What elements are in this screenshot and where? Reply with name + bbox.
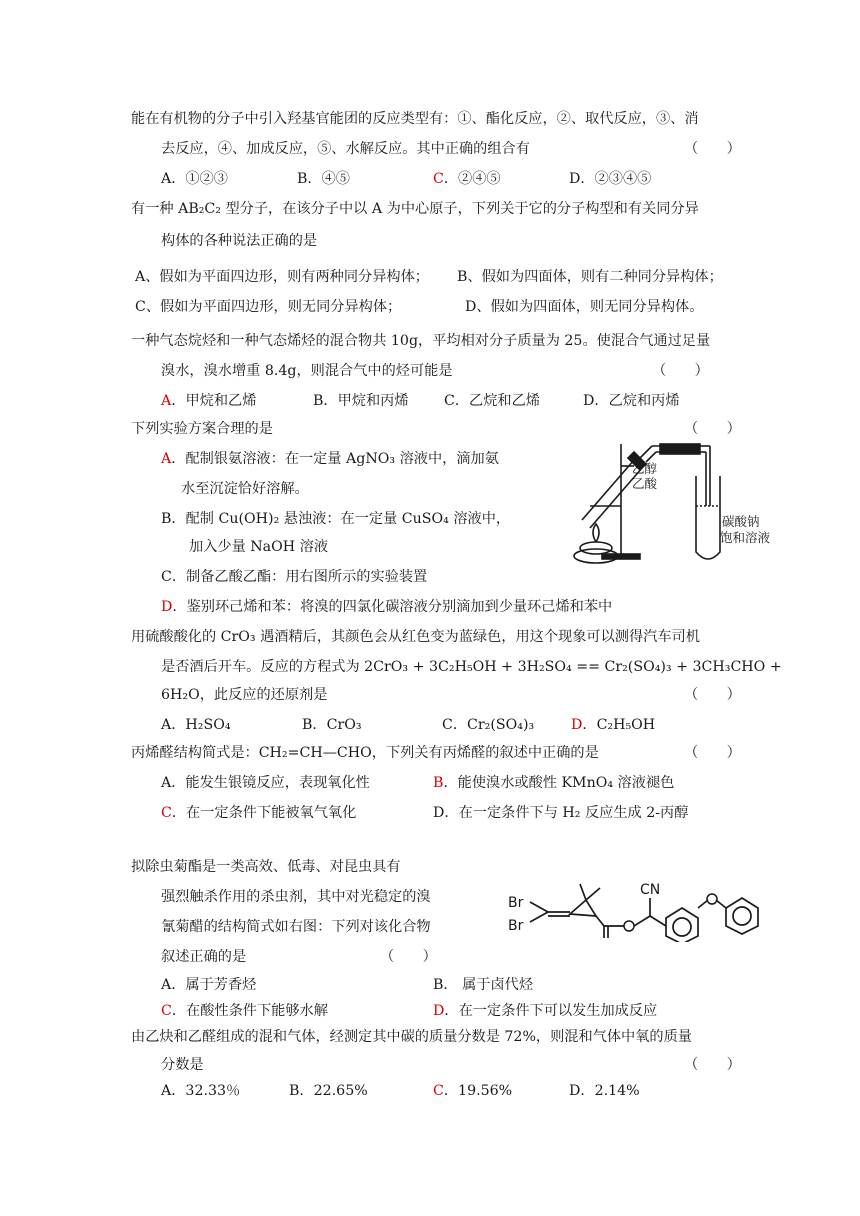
q7-option-c	[161, 1002, 328, 1020]
q2-option-a: A、假如为平面四边形，则有两种同分异构体；	[135, 269, 429, 285]
q4-option-d-text: ．鉴别环己烯和苯：将溴的四氯化碳溶液分别滴加到少量环己烯和苯中	[172, 599, 613, 615]
q4-option-b-line2: 加入少量 NaOH 溶液	[189, 539, 329, 555]
q5-option-c: C．Cr₂(SO₄)₃	[442, 717, 535, 733]
q6-option-b-letter: B	[433, 775, 444, 791]
q3-stem-line1: 一种气态烷烃和一种气态烯烃的混合物共 10g，平均相对分子质量为 25。使混合气通过足量	[131, 333, 711, 349]
fig-br-bottom: Br	[508, 918, 524, 934]
q6-option-b	[433, 774, 674, 792]
q7-option-c-letter: C	[161, 1003, 172, 1019]
fig-label-sodium-carbonate: 碳酸钠	[722, 514, 760, 529]
q1-option-d: D．②③④⑤	[569, 171, 652, 187]
q1-option-c-text: ．②④⑤	[443, 171, 501, 187]
fig-cn-label: CN	[640, 882, 661, 898]
q4-option-a-letter: A	[161, 451, 172, 467]
q7-option-d-text: ．在一定条件下可以发生加成反应	[444, 1003, 658, 1019]
q4-option-c: C．制备乙酸乙酯：用右图所示的实验装置	[161, 569, 428, 585]
q5-option-d-letter: D	[571, 717, 583, 733]
q5-option-b: B．CrO₃	[302, 717, 362, 733]
q5-answer-paren: （ ）	[684, 687, 741, 703]
q8-option-a: A．32.33％	[161, 1083, 241, 1099]
q6-option-c-text: ．在一定条件下能被氧气氧化	[171, 805, 357, 821]
q7-option-b: B． 属于卤代烃	[433, 977, 534, 993]
fig-br-top: Br	[508, 895, 524, 911]
q5-option-d	[571, 716, 655, 734]
q7-stem-line2: 强烈触杀作用的杀虫剂，其中对光稳定的溴	[161, 889, 431, 905]
q2-stem-line1: 有一种 AB₂C₂ 型分子，在该分子中以 A 为中心原子，下列关于它的分子构型和有关同分异	[131, 201, 699, 217]
q3-answer-paren: （ ）	[652, 363, 709, 379]
q7-stem-line1: 拟除虫菊酯是一类高效、低毒、对昆虫具有	[131, 859, 401, 875]
q7-option-c-text: ．在酸性条件下能够水解	[171, 1003, 328, 1019]
q4-answer-paren: （ ）	[684, 421, 741, 437]
ester-oxygen-atom	[624, 921, 634, 931]
q8-stem-line1: 由乙炔和乙醛组成的混和气体，经测定其中碳的质量分数是 72%，则混和气体中氧的质量	[131, 1029, 692, 1045]
q7-option-d-letter: D	[433, 1003, 445, 1019]
q5-stem-line2: 是否酒后开车。反应的方程式为 2CrO₃ + 3C₂H₅OH + 3H₂SO₄ == Cr₂(SO₄)₃ + 3CH₃CHO +	[161, 659, 782, 675]
ester-apparatus-figure	[560, 436, 775, 572]
fig-label-ethanol: 乙醇	[632, 461, 658, 476]
q4-option-a-text1: ．配制银氨溶液：在一定量 AgNO₃ 溶液中，滴加氨	[171, 451, 499, 467]
q3-option-b: B．甲烷和丙烯	[313, 393, 409, 409]
q4-option-d-letter: D	[161, 599, 173, 615]
q6-option-d: D．在一定条件下与 H₂ 反应生成 2-丙醇	[433, 805, 689, 821]
q3-option-a-letter: A	[161, 393, 172, 409]
q3-option-a-text: ．甲烷和乙烯	[171, 393, 257, 409]
q6-option-a: A．能发生银镜反应，表现氧化性	[161, 775, 370, 791]
q8-option-d: D．2.14%	[569, 1083, 640, 1099]
q4-option-a-line2: 水至沉淀恰好溶解。	[181, 481, 309, 497]
q4-stem: 下列实验方案合理的是	[131, 421, 273, 437]
q2-option-d: D、假如为四面体，则无同分异构体。	[465, 299, 704, 315]
q6-option-c	[161, 804, 356, 822]
q4-option-b-line1: B．配制 Cu(OH)₂ 悬浊液：在一定量 CuSO₄ 溶液中，	[161, 511, 511, 527]
q2-stem-line2: 构体的各种说法正确的是	[161, 233, 318, 249]
q2-option-c: C、假如为平面四边形，则无同分异构体；	[135, 299, 402, 315]
q7-stem-line4: 叙述正确的是	[161, 949, 247, 965]
q3-option-d: D．乙烷和丙烯	[583, 393, 680, 409]
q5-option-d-text: ．C₂H₅OH	[582, 717, 656, 733]
q8-option-c-letter: C	[433, 1083, 444, 1099]
q7-option-d	[433, 1002, 657, 1020]
q5-stem-line3: 6H₂O，此反应的还原剂是	[161, 687, 328, 703]
fig-label-acetic-acid: 乙酸	[632, 476, 658, 491]
q1-answer-paren: （ ）	[684, 141, 741, 157]
q5-stem-line1: 用硫酸酸化的 CrO₃ 遇酒精后，其颜色会从红色变为蓝绿色，用这个现象可以测得汽车司机	[131, 629, 700, 645]
q8-option-b: B．22.65%	[289, 1083, 368, 1099]
ether-oxygen-atom	[707, 894, 717, 904]
q1-option-b: B．④⑤	[297, 171, 350, 187]
q4-option-d	[161, 598, 612, 616]
q8-stem-line2: 分数是	[161, 1057, 204, 1073]
fig-label-saturated-solution: 饱和溶液	[720, 530, 771, 545]
q6-option-b-text: ．能使溴水或酸性 KMnO₄ 溶液褪色	[443, 775, 675, 791]
q7-stem-line3: 氰菊醋的结构简式如右图：下列对该化合物	[161, 919, 431, 935]
q8-option-c-text: ．19.56%	[443, 1083, 513, 1099]
q1-stem-line1: 能在有机物的分子中引入羟基官能团的反应类型有：①、酯化反应，②、取代反应，③、消	[131, 111, 699, 127]
q6-option-c-letter: C	[161, 805, 172, 821]
q8-option-c	[433, 1082, 512, 1100]
q6-answer-paren: （ ）	[684, 745, 741, 761]
q7-option-a: A．属于芳香烃	[161, 977, 257, 993]
q1-option-a: A．①②③	[161, 171, 228, 187]
q3-stem-line2: 溴水，溴水增重 8.4g，则混合气中的烃可能是	[161, 363, 453, 379]
q4-option-a-line1	[161, 450, 499, 468]
q3-option-a	[161, 392, 256, 410]
q1-stem-line2: 去反应，④、加成反应，⑤、水解反应。其中正确的组合有	[161, 141, 530, 157]
q3-option-c: C．乙烷和乙烯	[444, 393, 540, 409]
q2-option-b: B、假如为四面体，则有二种同分异构体；	[457, 269, 723, 285]
q5-option-a: A．H₂SO₄	[161, 717, 231, 733]
deltamethrin-structure-figure	[500, 872, 775, 942]
q8-answer-paren: （ ）	[684, 1057, 741, 1073]
q1-option-c	[433, 170, 501, 188]
q7-answer-paren: （ ）	[380, 949, 437, 965]
q1-option-c-letter: C	[433, 171, 444, 187]
q6-stem: 丙烯醛结构简式是：CH₂=CH—CHO，下列关有丙烯醛的叙述中正确的是	[131, 745, 599, 761]
